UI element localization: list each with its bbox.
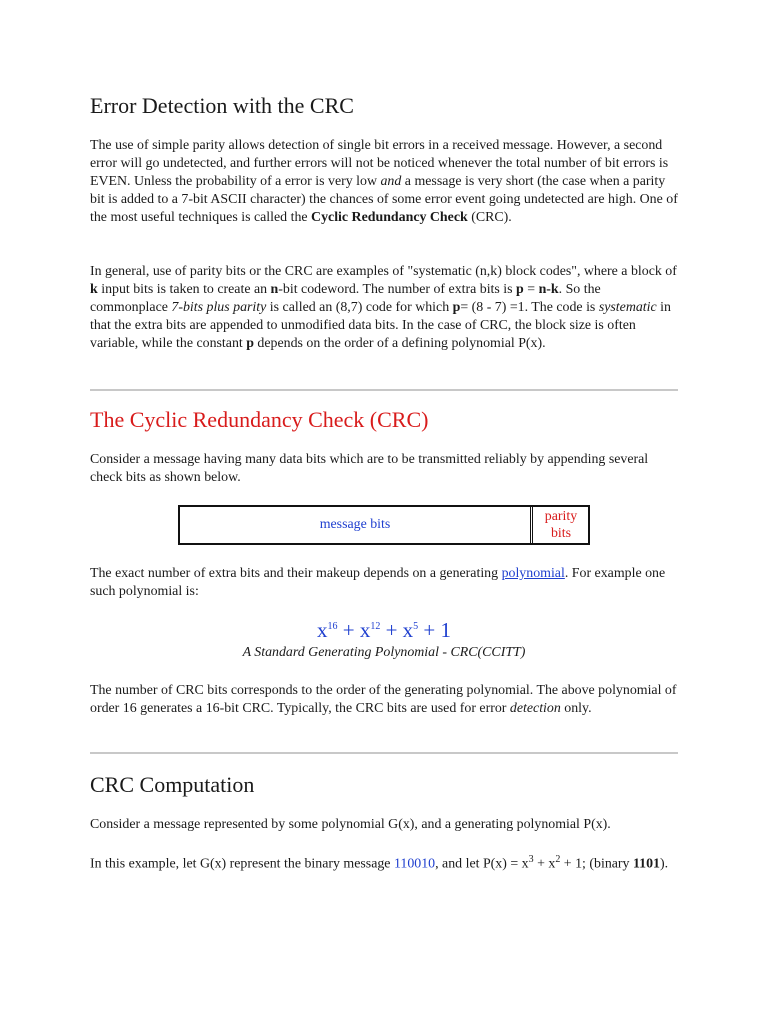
paragraph-example: In this example, let G(x) represent the binary message 110010, and let $P(x) = x^3 + x^2 + 1$; (binary 1101).	[90, 854, 669, 872]
parity-bits-cell: parity bits	[532, 507, 589, 543]
polynomial-formula: $x^{16} + x^{12} + x^5 + 1$	[316, 618, 452, 642]
binary-message: 110010	[393, 856, 436, 872]
divider-2	[90, 752, 678, 754]
paragraph-message-polynomial: Consider a message represented by some polynomial G(x), and a generating polynomial P(x).	[90, 817, 611, 832]
section-title-crc-computation: CRC Computation	[90, 772, 255, 797]
message-frame-diagram	[178, 505, 590, 545]
paragraph-parity-intro: The use of simple parity allows detection of single bit errors in a received message. However, a second error will go undetected, and further errors will not be noticed whenever the total number of bit errors is EVEN. Unless the probability of a error is very low and a message is very short (the case when a parity bit is added to a 7-bit ASCII character) the chances of some error event going undetected are high. One of the most useful techniques is called the Cyclic Redundancy Check (CRC).	[90, 138, 678, 225]
divider-1	[90, 389, 678, 391]
polynomial-caption: A Standard Generating Polynomial - CRC(CCITT)	[242, 645, 526, 660]
section-title-error-detection: Error Detection with the CRC	[90, 93, 354, 118]
polynomial-link[interactable]: polynomial	[501, 566, 565, 581]
paragraph-check-bits: Consider a message having many data bits which are to be transmitted reliably by appending several check bits as shown below.	[90, 452, 649, 485]
section-title-crc: The Cyclic Redundancy Check (CRC)	[90, 407, 429, 432]
paragraph-block-codes: In general, use of parity bits or the CRC are examples of "systematic (n,k) block codes", where a block of k input bits is taken to create an n-bit codeword. The number of extra bits is p = n-k. So the commonplace 7-bits plus parity is called an (8,7) code for which p= (8 - 7) =1. The code is systematic in that the extra bits are appended to unmodified data bits. In the case of CRC, the block size is often variable, while the constant p depends on the order of a defining polynomial P(x).	[90, 264, 677, 351]
paragraph-polynomial: The exact number of extra bits and their makeup depends on a generating polynomial. For example one such polynomial is:	[90, 566, 666, 599]
message-bits-cell: message bits	[180, 507, 531, 543]
paragraph-crc-bits: The number of CRC bits corresponds to the order of the generating polynomial. The above polynomial of order 16 generates a 16-bit CRC. Typically, the CRC bits are used for error detection only.	[90, 683, 677, 716]
